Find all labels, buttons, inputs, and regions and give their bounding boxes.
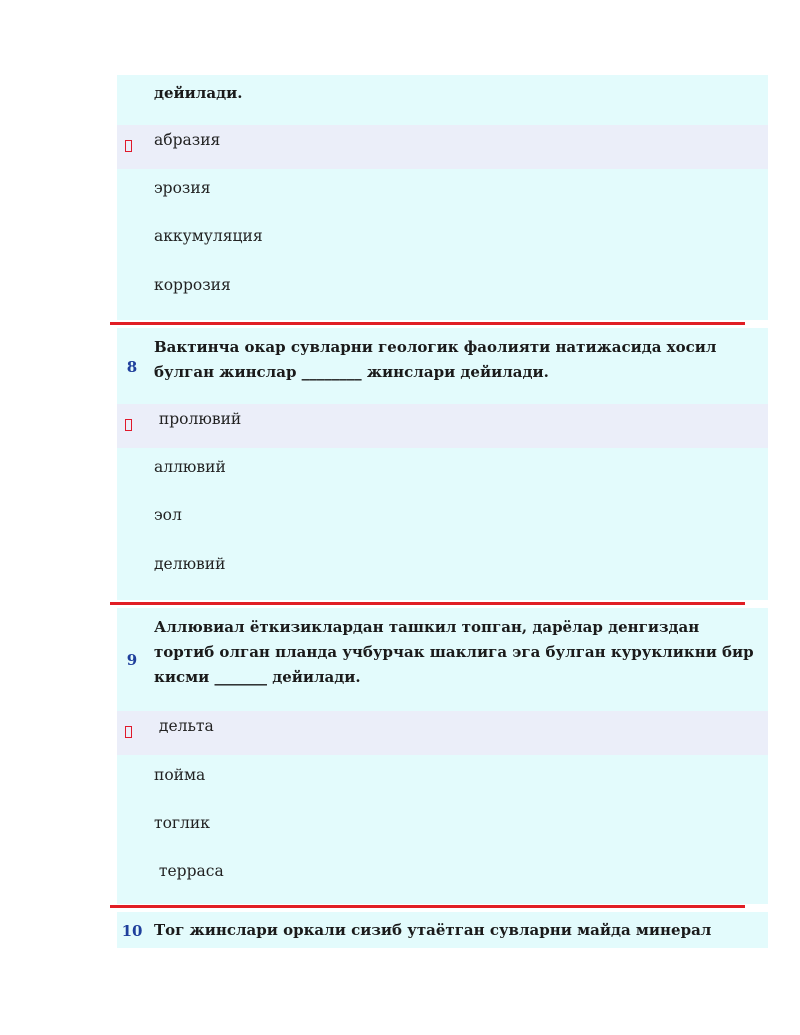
answer-label: дельта	[154, 717, 214, 735]
correct-marker-icon	[125, 419, 132, 431]
question-9-block	[117, 608, 768, 904]
question-7-block	[117, 75, 768, 320]
question-number: 10	[121, 922, 143, 940]
answer-label: тоглик	[154, 814, 210, 832]
answer-9-c[interactable]	[117, 808, 768, 852]
answer-label: пролювий	[154, 410, 242, 428]
question-divider	[110, 905, 745, 908]
question-10-text: Тог жинслари оркали сизиб утаётган сувларни майда минерал	[154, 921, 712, 939]
question-divider	[110, 322, 745, 325]
answer-9-d[interactable]	[117, 856, 768, 900]
question-divider	[110, 602, 745, 605]
correct-marker-icon	[125, 140, 132, 152]
question-number: 9	[126, 651, 138, 669]
answer-label: аллювий	[154, 458, 226, 476]
answer-8-d[interactable]	[117, 549, 768, 593]
answer-7-c[interactable]	[117, 221, 768, 265]
answer-9-a[interactable]	[117, 711, 768, 755]
answer-7-a[interactable]	[117, 125, 768, 169]
answer-9-b[interactable]	[117, 760, 768, 804]
answer-7-d[interactable]	[117, 270, 768, 314]
question-8-block	[117, 328, 768, 600]
question-number: 8	[126, 358, 138, 376]
question-7-text: дейилади.	[154, 84, 243, 102]
answer-label: пойма	[154, 766, 206, 784]
answer-8-b[interactable]	[117, 452, 768, 496]
answer-label: эол	[154, 506, 182, 524]
answer-label: делювий	[154, 555, 226, 573]
answer-label: аккумуляция	[154, 227, 263, 245]
answer-label: абразия	[154, 131, 221, 149]
answer-label: терраса	[154, 862, 224, 880]
question-10-block	[117, 912, 768, 948]
question-8-text: Вактинча окар сувларни геологик фаолияти натижасида хосил булган жинслар ________ жинслари дейилади.	[154, 338, 717, 381]
answer-7-b[interactable]	[117, 173, 768, 217]
answer-label: коррозия	[154, 276, 231, 294]
answer-label: эрозия	[154, 179, 211, 197]
question-9-text: Аллювиал ёткизиклардан ташкил топган, дарёлар денгиздан тортиб олган планда учбурчак шаклига эга булган курукликни бир кисми _______ дейилади.	[154, 618, 754, 686]
answer-8-c[interactable]	[117, 500, 768, 544]
correct-marker-icon	[125, 726, 132, 738]
answer-8-a[interactable]	[117, 404, 768, 448]
